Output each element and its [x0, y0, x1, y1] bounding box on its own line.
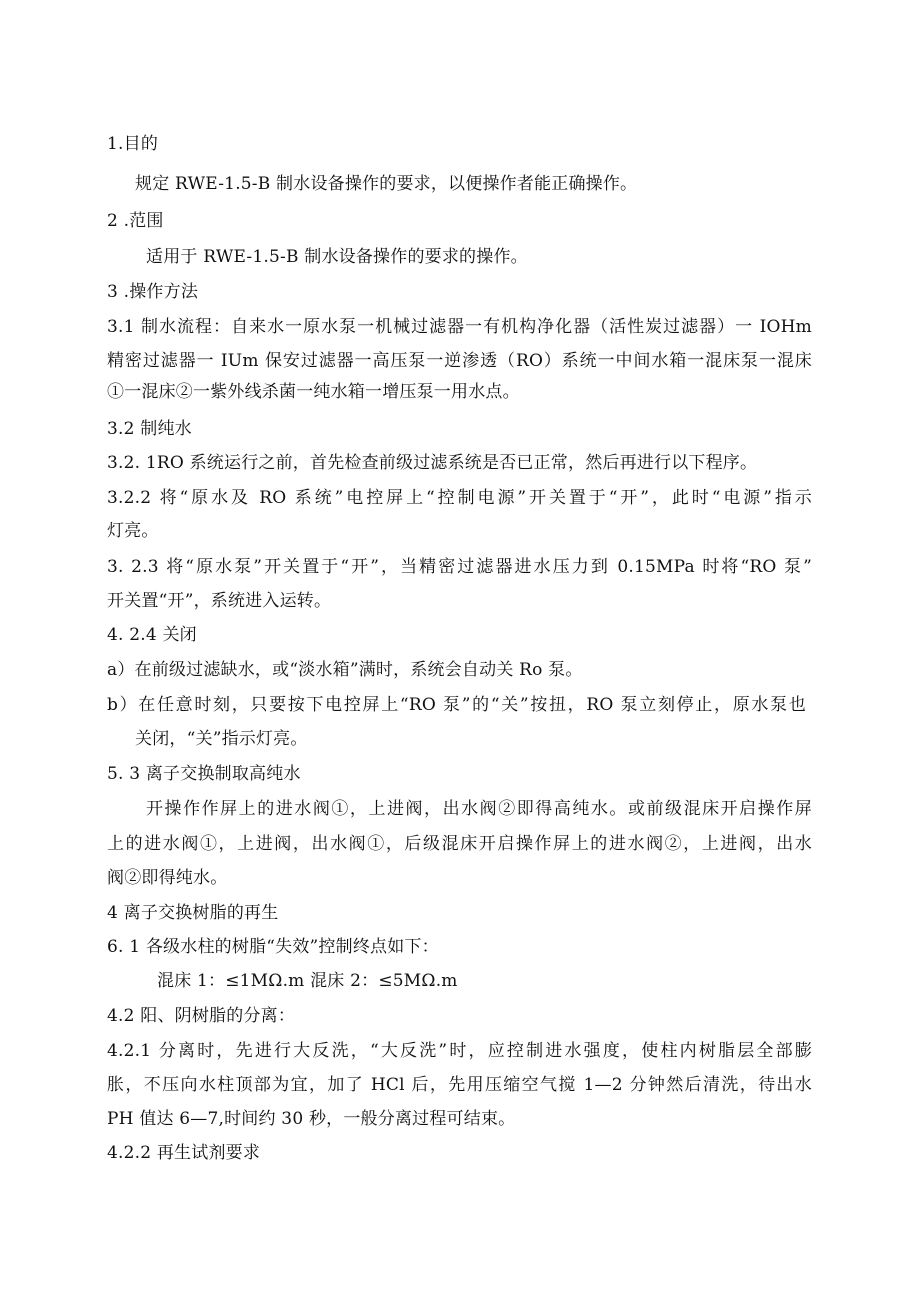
- heading-reagent-requirements: 4.2.2 再生试剂要求: [107, 1143, 261, 1163]
- item-b-line-2: 关闭，“关”指示灯亮。: [135, 729, 308, 749]
- item-a: a）在前级过滤缺水，或“淡水箱”满时，系统会自动关 Ro 泵。: [107, 660, 583, 680]
- heading-resin-separation: 4.2 阳、阴树脂的分离：: [107, 1006, 296, 1026]
- step-3-2-3-line-2: 开关置“开”，系统进入运转。: [107, 591, 332, 611]
- step-3-2-3-line-1: 3. 2.3 将“原水泵”开关置于“开”，当精密过滤器进水压力到 0.15MPa 时将“RO 泵”: [107, 557, 812, 577]
- step-4-2-1-line-3: PH 值达 6—7,时间约 30 秒，一般分离过程可结束。: [107, 1109, 516, 1129]
- step-3-2-1: 3.2. 1RO 系统运行之前，首先检查前级过滤系统是否已正常，然后再进行以下程序。: [107, 453, 758, 473]
- heading-purpose: 1.目的: [107, 134, 159, 154]
- heading-scope: 2 .范围: [107, 211, 164, 231]
- step-3-2-2-line-1: 3.2.2 将“原水及 RO 系统”电控屏上“控制电源”开关置于“开”，此时“电源”指示: [107, 488, 812, 508]
- step-4-2-1-line-1: 4.2.1 分离时，先进行大反洗，“大反洗”时，应控制进水强度，使柱内树脂层全部膨: [107, 1041, 812, 1061]
- process-flow-line-3: ①一混床②一紫外线杀菌一纯水箱一增压泵一用水点。: [107, 382, 520, 402]
- ion-exchange-line-3: 阀②即得纯水。: [107, 868, 228, 888]
- heading-close: 4. 2.4 关闭: [107, 625, 197, 645]
- heading-ion-exchange: 5. 3 离子交换制取高纯水: [107, 764, 301, 784]
- scope-text: 适用于 RWE-1.5-B 制水设备操作的要求的操作。: [146, 247, 528, 267]
- heading-method: 3 .操作方法: [107, 282, 199, 302]
- process-flow-line-2: 精密过滤器一 IUm 保安过滤器一高压泵一逆渗透（RO）系统一中间水箱一混床泵一混床: [107, 351, 812, 371]
- purpose-text: 规定 RWE-1.5-B 制水设备操作的要求，以便操作者能正确操作。: [135, 174, 638, 194]
- step-4-1: 6. 1 各级水柱的树脂“失效”控制终点如下：: [107, 937, 439, 957]
- heading-pure-water: 3.2 制纯水: [107, 419, 192, 439]
- item-b-line-1: b）在任意时刻，只要按下电控屏上“RO 泵”的“关”按扭，RO 泵立刻停止，原水泵也: [107, 695, 806, 715]
- mixed-bed-endpoints: 混床 1：≤1MΩ.m 混床 2：≤5MΩ.m: [157, 971, 458, 991]
- process-flow-line-1: 3.1 制水流程：自来水一原水泵一机械过滤器一有机构净化器（活性炭过滤器）一 IOHm: [107, 317, 812, 337]
- ion-exchange-line-1: 开操作作屏上的进水阀①，上进阀，出水阀②即得高纯水。或前级混床开启操作屏: [146, 799, 812, 819]
- heading-regeneration: 4 离子交换树脂的再生: [107, 903, 279, 923]
- step-3-2-2-line-2: 灯亮。: [107, 521, 159, 541]
- step-4-2-1-line-2: 胀，不压向水柱顶部为宜，加了 HCl 后，先用压缩空气搅 1—2 分钟然后清洗，待出水: [107, 1075, 812, 1095]
- ion-exchange-line-2: 上的进水阀①，上进阀，出水阀①，后级混床开启操作屏上的进水阀②，上进阀，出水: [107, 834, 812, 854]
